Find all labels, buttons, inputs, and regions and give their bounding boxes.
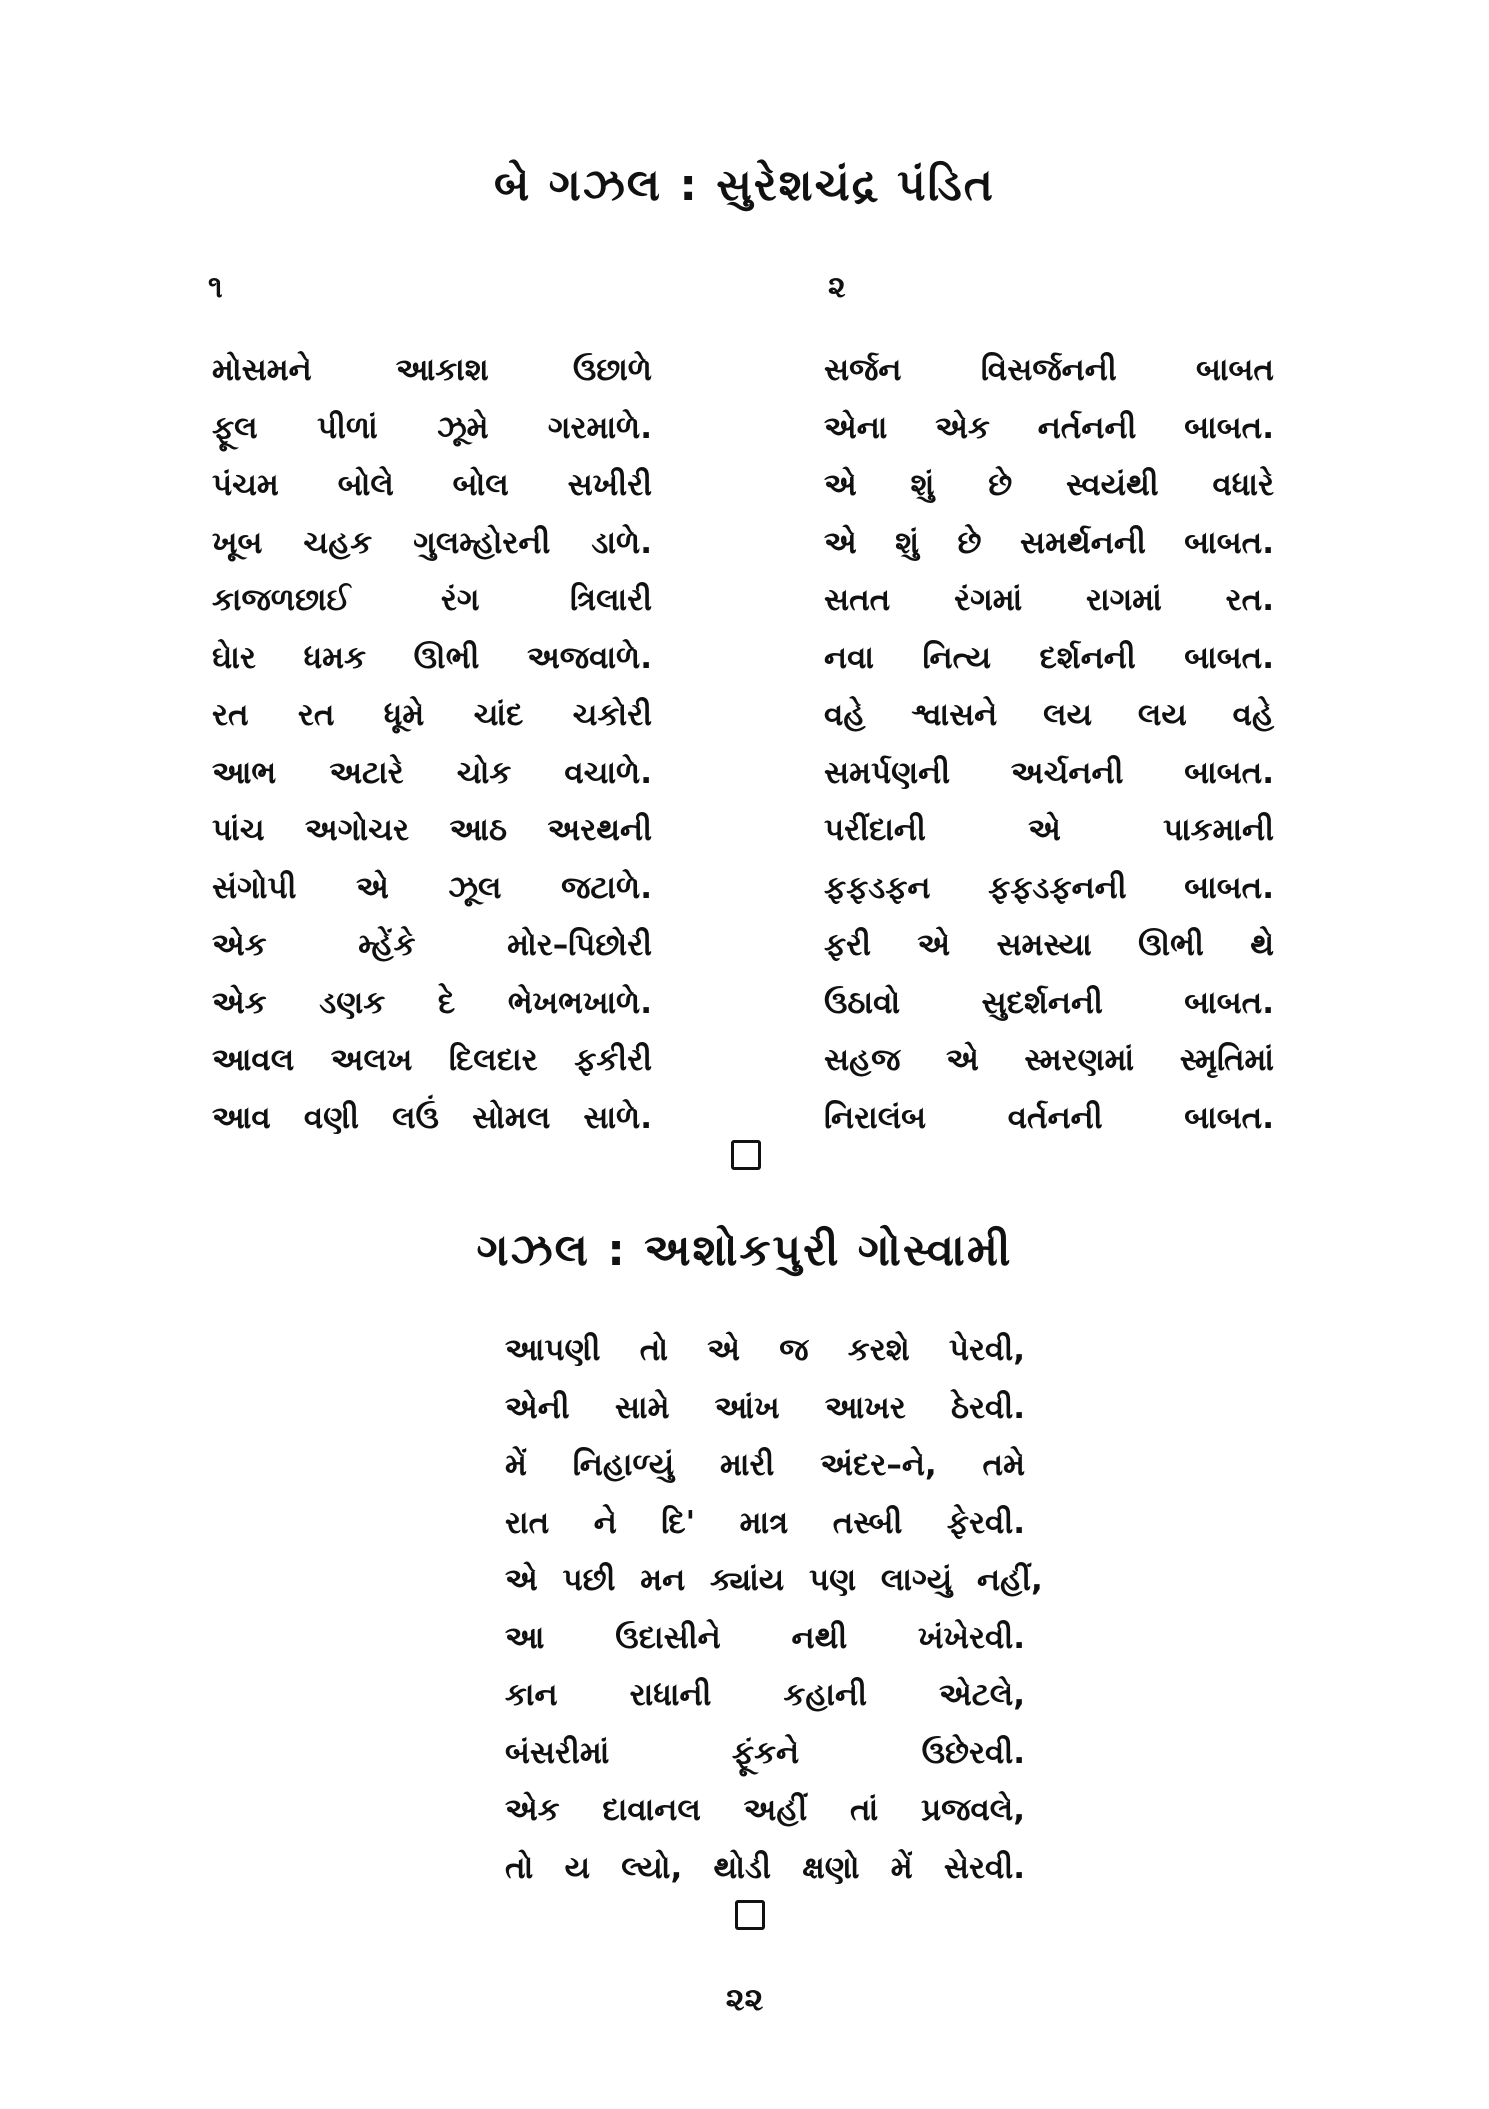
verse-line: કાજળછાઈ રંગ ત્રિલારી (212, 582, 652, 618)
verse-line: પાંચ અગોચર આઠ અરથની (212, 812, 652, 848)
verse-line: એક મ્હેંકે મોર–પિછોરી (212, 927, 652, 963)
verse-line: પંચમ બોલે બોલ સખીરી (212, 467, 652, 503)
ghazal-2-verses (824, 342, 1274, 1147)
verse-line: નિરાલંબ વર્તનની બાબત. (824, 1099, 1274, 1136)
verse-line: બંસરીમાં ફૂંકને ઉછેરવી. (505, 1734, 1025, 1771)
verse-line: ઉઠાવો સુદર્શનની બાબત. (824, 984, 1274, 1021)
section-one-title: બે ગઝલ : સુરેશચંદ્ર પંડિત (494, 160, 995, 211)
verse-line: ઘેાર ધમક ઊભી અજવાળે. (212, 639, 652, 676)
verse-line: મેં નિહાળ્યું મારી અંદર–ને, તમે (505, 1447, 1025, 1483)
verse-line: એની સામે આંખ આખર ઠેરવી. (505, 1389, 1025, 1426)
section-two-title: ગઝલ : અશોકપુરી ગોસ્વામી (476, 1225, 1013, 1276)
verse-line: ખૂબ ચહક ગુલમ્હોરની ડાળે. (212, 524, 652, 561)
verse-line: પરીંદાની એ પાકમાની (824, 812, 1274, 848)
section-end-box (731, 1140, 761, 1170)
verse-line: એક દાવાનલ અહીં તાં પ્રજવલે, (505, 1792, 1025, 1828)
ghazal-2-number: ૨ (828, 270, 846, 305)
verse-line: ફરી એ સમસ્યા ઊભી થે (824, 927, 1274, 963)
ghazal-1-verses (212, 342, 652, 1147)
verse-line: એના એક નર્તનની બાબત. (824, 409, 1274, 446)
verse-line: એ પછી મન ક્યાંય પણ લાગ્યું નહીં, (505, 1562, 1043, 1598)
ghazal-1-number: ૧ (208, 270, 223, 305)
verse-line: રત રત ધૂમે ચાંદ ચકોરી (212, 697, 652, 733)
ghazal-3-verses (505, 1322, 1043, 1897)
verse-line: વહે શ્વાસને લય લય વહે (824, 697, 1274, 733)
verse-line: સહજ એ સ્મરણમાં સ્મૃતિમાં (824, 1042, 1274, 1078)
verse-line: એ શું છે સ્વયંથી વધારે (824, 467, 1274, 503)
verse-line: એક ડણક દે ભેખભખાળે. (212, 984, 652, 1021)
verse-line: આવલ અલખ દિલદાર ફકીરી (212, 1042, 652, 1078)
verse-line: આવ વણી લઉં સોમલ સાળે. (212, 1099, 652, 1136)
verse-line: ફૂલ પીળાં ઝૂમે ગરમાળે. (212, 409, 652, 446)
verse-line: મોસમને આકાશ ઉછાળે (212, 352, 652, 388)
verse-line: સંગોપી એ ઝૂલ જટાળે. (212, 869, 652, 906)
verse-line: સતત રંગમાં રાગમાં રત. (824, 582, 1274, 618)
verse-line: એ શું છે સમર્થનની બાબત. (824, 524, 1274, 561)
verse-line: સમર્પણની અર્ચનની બાબત. (824, 754, 1274, 791)
verse-line: ફફડફન ફફડફનની બાબત. (824, 869, 1274, 906)
verse-line: સર્જન વિસર્જનની બાબત (824, 352, 1274, 388)
verse-line: રાત ને દિ' માત્ર તસ્બી ફેરવી. (505, 1504, 1025, 1541)
verse-line: આભ અટારે ચોક વચાળે. (212, 754, 652, 791)
page-number: ૨૨ (725, 1980, 764, 2018)
section-end-box (735, 1900, 765, 1930)
verse-line: કાન રાધાની કહાની એટલે, (505, 1677, 1025, 1713)
verse-line: તો ય લ્યો, થોડી ક્ષણો મેં સેરવી. (505, 1849, 1025, 1886)
verse-line: આપણી તો એ જ કરશે પેરવી, (505, 1332, 1025, 1368)
verse-line: આ ઉદાસીને નથી ખંખેરવી. (505, 1619, 1025, 1656)
verse-line: નવા નિત્ય દર્શનની બાબત. (824, 639, 1274, 676)
